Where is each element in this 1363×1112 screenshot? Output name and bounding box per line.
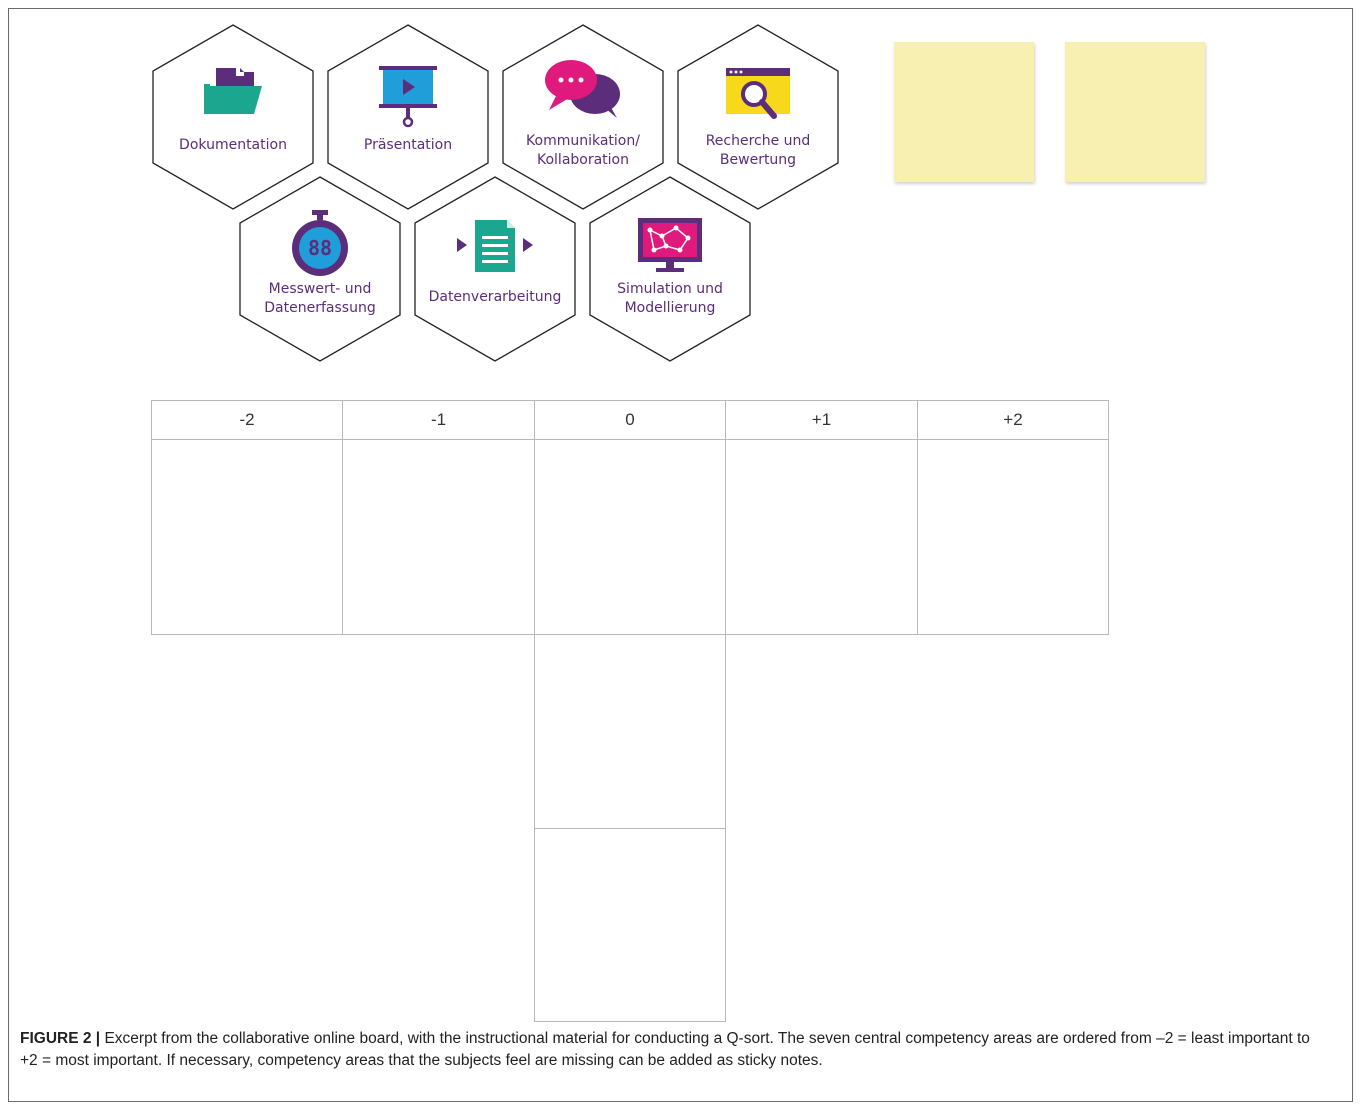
label-line: Dokumentation	[179, 137, 287, 153]
sticky-note[interactable]	[1065, 42, 1205, 182]
competency-card-datenverarbeitung[interactable]	[414, 176, 576, 362]
qsort-drop-cell[interactable]	[534, 634, 726, 829]
qsort-drop-cell[interactable]	[917, 439, 1109, 635]
label-line: Bewertung	[719, 152, 797, 168]
qsort-drop-cell[interactable]	[534, 828, 726, 1022]
label-line: Datenerfassung	[264, 300, 376, 316]
stopwatch-icon	[288, 208, 352, 278]
qsort-drop-cell[interactable]	[534, 439, 726, 635]
label-line: Kommunikation/	[526, 133, 640, 149]
qsort-drop-cell[interactable]	[342, 439, 535, 635]
qsort-column-header: -2	[151, 400, 343, 440]
label-line: Recherche und	[705, 133, 811, 149]
label-line: Messwert- und	[268, 281, 372, 297]
label-line: Kollaboration	[536, 152, 629, 168]
competency-label	[508, 132, 658, 170]
chat-bubbles-icon	[543, 58, 623, 120]
folder-icon	[200, 64, 266, 118]
label-line: Datenverarbeitung	[428, 289, 562, 305]
qsort-column-header: -1	[342, 400, 535, 440]
qsort-drop-cell[interactable]	[151, 439, 343, 635]
svg-text:88: 88	[307, 236, 333, 260]
presentation-screen-icon	[377, 64, 439, 130]
competency-label	[420, 288, 570, 307]
competency-card-messwerterfassung[interactable]	[239, 176, 401, 362]
caption-text: Excerpt from the collaborative online board, with the instructional material for conducting a Q-sort. The seven central competency areas are ordered from –2 = least important to +2 = most important. If necessary, competency areas that the subjects feel are missing can be added as sticky notes.	[20, 1030, 1310, 1069]
competency-label	[683, 132, 833, 170]
document-process-icon	[455, 218, 535, 274]
figure-caption	[20, 1028, 1330, 1072]
monitor-network-icon	[636, 216, 704, 276]
competency-label	[595, 280, 745, 318]
qsort-column-header: 0	[534, 400, 726, 440]
competency-label	[158, 136, 308, 155]
competency-label	[333, 136, 483, 155]
label-line: Präsentation	[363, 137, 453, 153]
figure-label: FIGURE 2 |	[20, 1030, 101, 1047]
browser-search-icon	[724, 66, 792, 126]
qsort-column-header: +1	[725, 400, 918, 440]
competency-label	[245, 280, 395, 318]
label-line: Simulation und	[617, 281, 723, 297]
label-line: Modellierung	[624, 300, 716, 316]
qsort-column-header: +2	[917, 400, 1109, 440]
sticky-note[interactable]	[894, 42, 1034, 182]
competency-card-simulation[interactable]	[589, 176, 751, 362]
qsort-drop-cell[interactable]	[725, 439, 918, 635]
